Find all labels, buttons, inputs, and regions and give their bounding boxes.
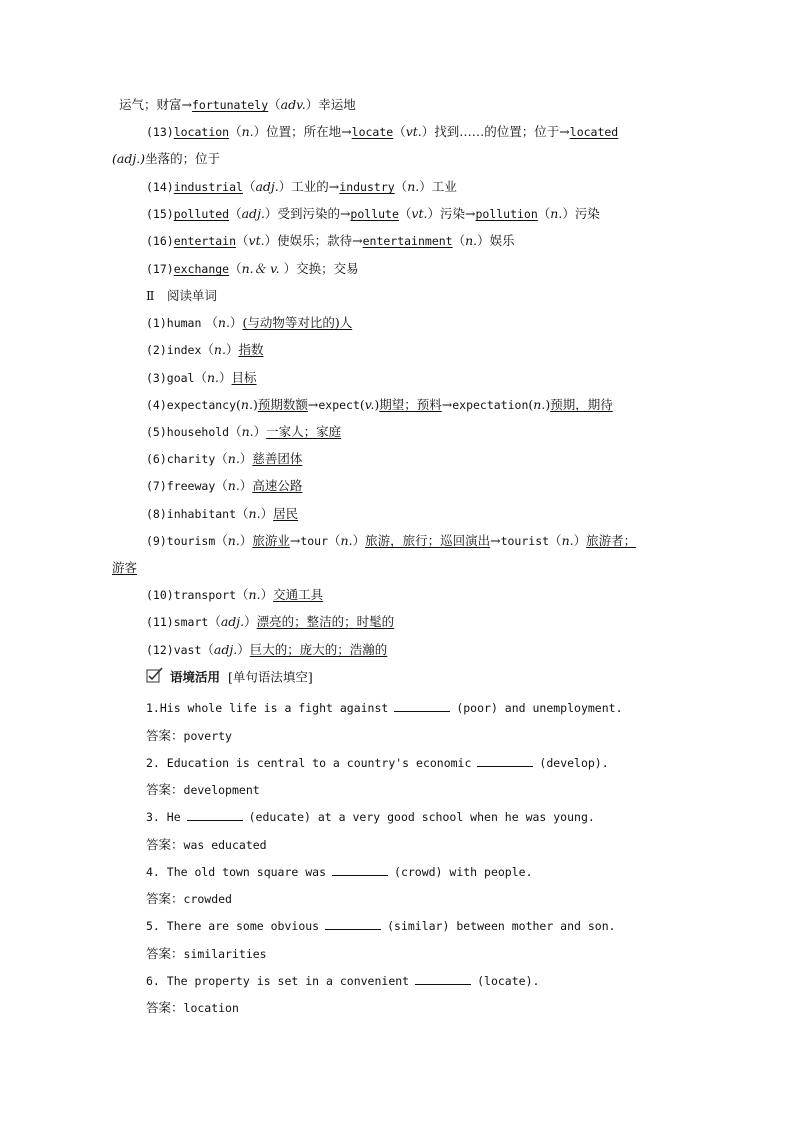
answer-text: crowded (183, 892, 232, 906)
vocab-cn: 娱乐 (489, 233, 515, 248)
exercise-6 (146, 971, 539, 991)
exercise-1 (146, 698, 623, 718)
vocab-num: (16) (146, 234, 174, 248)
vocab-line-continued: 运气；财富→fortunately（adv.）幸运地 (119, 97, 356, 112)
word-num: (11) (146, 615, 174, 629)
word-pos: n. (207, 370, 220, 385)
answer-text: development (183, 783, 260, 797)
word-meaning: 居民 (273, 506, 299, 521)
exercise-text: (educate) at a very good school when he was young. (248, 810, 595, 824)
vocab-word: located (569, 125, 619, 139)
exercise-text: 6. The property is set in a convenient (146, 974, 410, 988)
vocab-pos: (adj.) (112, 151, 146, 166)
vocab-word: fortunately (191, 98, 269, 112)
word-meaning: 预期，期待 (550, 397, 613, 412)
reading-word-11: (11)smart（adj.）漂亮的；整洁的；时髦的 (146, 614, 395, 629)
word-pos: adj. (213, 642, 238, 657)
word-num: (1) (146, 316, 167, 330)
word-num: (12) (146, 643, 174, 657)
vocab-cn: 交换；交易 (296, 261, 359, 276)
vocab-line-15: (15)polluted（adj.）受到污染的→pollute（vt.）污染→pollution（n.）污染 (146, 206, 600, 221)
vocab-line-13: (13)location（n.）位置；所在地→locate（vt.）找到……的位置；位于→located (146, 124, 619, 139)
word-text: household (166, 425, 230, 439)
word-pos: n. (533, 397, 546, 412)
reading-word-10: (10)transport（n.）交通工具 (146, 587, 324, 602)
exercise-text: 2. Education is central to a country's economic (146, 756, 472, 770)
word-num: (3) (146, 371, 167, 385)
vocab-cn: 运气；财富→ (119, 97, 192, 112)
vocab-line-17: (17)exchange（n.＆ v. ）交换；交易 (146, 261, 359, 276)
vocab-num: (14) (146, 180, 174, 194)
answer-label: 答案： (146, 891, 184, 906)
word-text: tour (300, 534, 329, 548)
vocab-num: (13) (146, 125, 174, 139)
word-pos: adj. (220, 614, 245, 629)
word-text: tourist (500, 534, 550, 548)
answer-text: was educated (183, 838, 267, 852)
word-num: (8) (146, 507, 167, 521)
word-meaning: 高速公路 (252, 478, 303, 493)
word-num: (5) (146, 425, 167, 439)
exercise-header (146, 667, 313, 687)
vocab-cn: 坐落的；位于 (145, 151, 221, 166)
word-text: expectation (452, 398, 529, 412)
word-pos: n. (213, 342, 226, 357)
vocab-word: locate (351, 125, 394, 139)
vocab-pos: n. (550, 206, 563, 221)
vocab-pos: n. (407, 179, 420, 194)
exercise-text: 4. The old town square was (146, 865, 327, 879)
word-num: (2) (146, 343, 167, 357)
word-text: expect (318, 398, 360, 412)
word-num: (9) (146, 534, 167, 548)
word-text: inhabitant (166, 507, 237, 521)
vocab-word: entertain (173, 234, 237, 248)
exercise-text: (poor) and unemployment. (456, 701, 623, 715)
word-text: tourism (166, 534, 216, 548)
vocab-pos: n. (241, 124, 254, 139)
word-meaning: 漂亮的；整洁的；时髦的 (256, 614, 395, 629)
reading-word-2: (2)index（n.）指数 (146, 342, 264, 357)
word-text: freeway (166, 479, 216, 493)
reading-word-5: (5)household（n.）一家人；家庭 (146, 424, 342, 439)
exercise-5 (146, 916, 616, 936)
vocab-cn: 受到污染的→ (277, 206, 351, 221)
answer-6 (146, 998, 239, 1018)
word-pos: n. (248, 506, 261, 521)
reading-word-9: (9)tourism（n.）旅游业→tour（n.）旅游，旅行；巡回演出→tourist（n.）旅游者； (146, 533, 637, 548)
word-num: (7) (146, 479, 167, 493)
word-meaning: 旅游业 (252, 533, 290, 548)
vocab-cn: 使娱乐；款待→ (277, 233, 363, 248)
answer-label: 答案： (146, 1000, 184, 1015)
answer-1 (146, 726, 232, 746)
word-text: human (166, 316, 202, 330)
reading-word-4: (4)expectancy(n.)预期数额→expect(v.)期望；预料→expectation(n.)预期，期待 (146, 397, 613, 412)
answer-blank (415, 972, 471, 985)
answer-3 (146, 835, 267, 855)
word-pos: n. (561, 533, 574, 548)
word-meaning: 游客 (112, 560, 138, 575)
word-num: (4) (146, 398, 167, 412)
exercise-text: (locate). (477, 974, 540, 988)
word-num: (6) (146, 452, 167, 466)
word-meaning: 指数 (238, 342, 264, 357)
word-pos: n. (340, 533, 353, 548)
answer-label: 答案： (146, 782, 184, 797)
vocab-word: pollute (350, 207, 399, 221)
reading-word-6: (6)charity（n.）慈善团体 (146, 451, 303, 466)
word-meaning: 慈善团体 (252, 451, 303, 466)
vocab-pos: vt. (248, 233, 265, 248)
word-meaning: 交通工具 (273, 587, 324, 602)
exercise-text: (develop). (539, 756, 609, 770)
word-text: expectancy (166, 398, 237, 412)
word-meaning: (与动物等对比的)人 (242, 315, 353, 330)
word-meaning: 目标 (231, 370, 257, 385)
exercise-text: 5. There are some obvious (146, 919, 320, 933)
word-pos: n. (241, 424, 254, 439)
answer-blank (394, 699, 450, 712)
vocab-line-13-wrap (112, 149, 220, 169)
answer-text: similarities (183, 947, 267, 961)
vocab-word: exchange (173, 262, 230, 276)
vocab-num: (15) (146, 207, 174, 221)
word-meaning: 预期数额 (257, 397, 308, 412)
answer-label: 答案： (146, 837, 184, 852)
vocab-cn: 污染 (574, 206, 600, 221)
vocab-pos: adj. (241, 206, 265, 221)
exercise-text: 1.His whole life is a fight against (146, 701, 389, 715)
word-meaning: 旅游，旅行；巡回演出 (365, 533, 491, 548)
exercise-2 (146, 753, 609, 773)
exercise-text: (crowd) with people. (394, 865, 533, 879)
vocab-word: polluted (173, 207, 230, 221)
word-text: vast (173, 643, 202, 657)
word-pos: v. (364, 397, 375, 412)
word-pos: n. (248, 587, 261, 602)
vocab-pos: n. (465, 233, 478, 248)
vocab-cn: 找到……的位置；位于→ (434, 124, 570, 139)
answer-4 (146, 889, 232, 909)
reading-word-3: (3)goal（n.）目标 (146, 370, 257, 385)
exercise-3 (146, 807, 595, 827)
vocab-word: industrial (173, 180, 243, 194)
word-num: (10) (146, 588, 174, 602)
word-text: charity (166, 452, 216, 466)
answer-blank (332, 863, 388, 876)
vocab-word: pollution (475, 207, 538, 221)
vocab-pos: n.＆ v. (241, 261, 284, 276)
word-pos: n. (217, 315, 230, 330)
word-pos: n. (227, 478, 240, 493)
word-meaning: 旅游者； (586, 533, 637, 548)
reading-word-12: (12)vast（adj.）巨大的；庞大的；浩瀚的 (146, 642, 388, 657)
word-text: transport (173, 588, 237, 602)
vocab-pos: adv. (280, 97, 306, 112)
reading-words-heading: Ⅱ 阅读单词 (146, 288, 217, 303)
reading-word-7: (7)freeway（n.）高速公路 (146, 478, 303, 493)
checkbox-pencil-icon (146, 667, 164, 689)
vocab-pos: vt. (405, 124, 422, 139)
exercise-text: 3. He (146, 810, 181, 824)
vocab-pos: adj. (255, 179, 279, 194)
word-meaning: 巨大的；庞大的；浩瀚的 (249, 642, 388, 657)
vocab-word: location (173, 125, 230, 139)
answer-5 (146, 944, 267, 964)
vocab-line-16: (16)entertain（vt.）使娱乐；款待→entertainment（n.）娱乐 (146, 233, 515, 248)
reading-word-9-wrap (112, 558, 137, 578)
exercise-text: (similar) between mother and son. (387, 919, 616, 933)
word-text: smart (173, 615, 209, 629)
reading-word-1: (1)human （n.）(与动物等对比的)人 (146, 315, 353, 330)
word-text: index (166, 343, 202, 357)
reading-word-8: (8)inhabitant（n.）居民 (146, 506, 299, 521)
word-pos: n. (240, 397, 253, 412)
answer-blank (325, 917, 381, 930)
exercise-4 (146, 862, 533, 882)
exercise-heading: 语境活用 (170, 669, 221, 685)
vocab-cn: 幸运地 (318, 97, 356, 112)
word-meaning: 一家人；家庭 (266, 424, 342, 439)
word-pos: n. (227, 451, 240, 466)
answer-label: 答案： (146, 946, 184, 961)
vocab-cn: 污染→ (439, 206, 476, 221)
answer-blank (477, 754, 533, 767)
vocab-num: (17) (146, 262, 174, 276)
answer-blank (187, 808, 243, 821)
vocab-word: entertainment (362, 234, 453, 248)
answer-text: location (183, 1001, 239, 1015)
answer-text: poverty (183, 729, 232, 743)
vocab-word: industry (339, 180, 395, 194)
vocab-line-14: (14)industrial（adj.）工业的→industry（n.）工业 (146, 179, 457, 194)
word-meaning: 期望；预料 (379, 397, 442, 412)
exercise-subheading: [单句语法填空] (227, 669, 313, 685)
word-text: goal (166, 371, 195, 385)
answer-2 (146, 780, 260, 800)
answer-label: 答案： (146, 728, 184, 743)
vocab-cn: 工业的→ (291, 179, 340, 194)
vocab-pos: vt. (411, 206, 428, 221)
word-pos: n. (227, 533, 240, 548)
vocab-cn: 工业 (431, 179, 457, 194)
vocab-cn: 位置；所在地→ (266, 124, 352, 139)
